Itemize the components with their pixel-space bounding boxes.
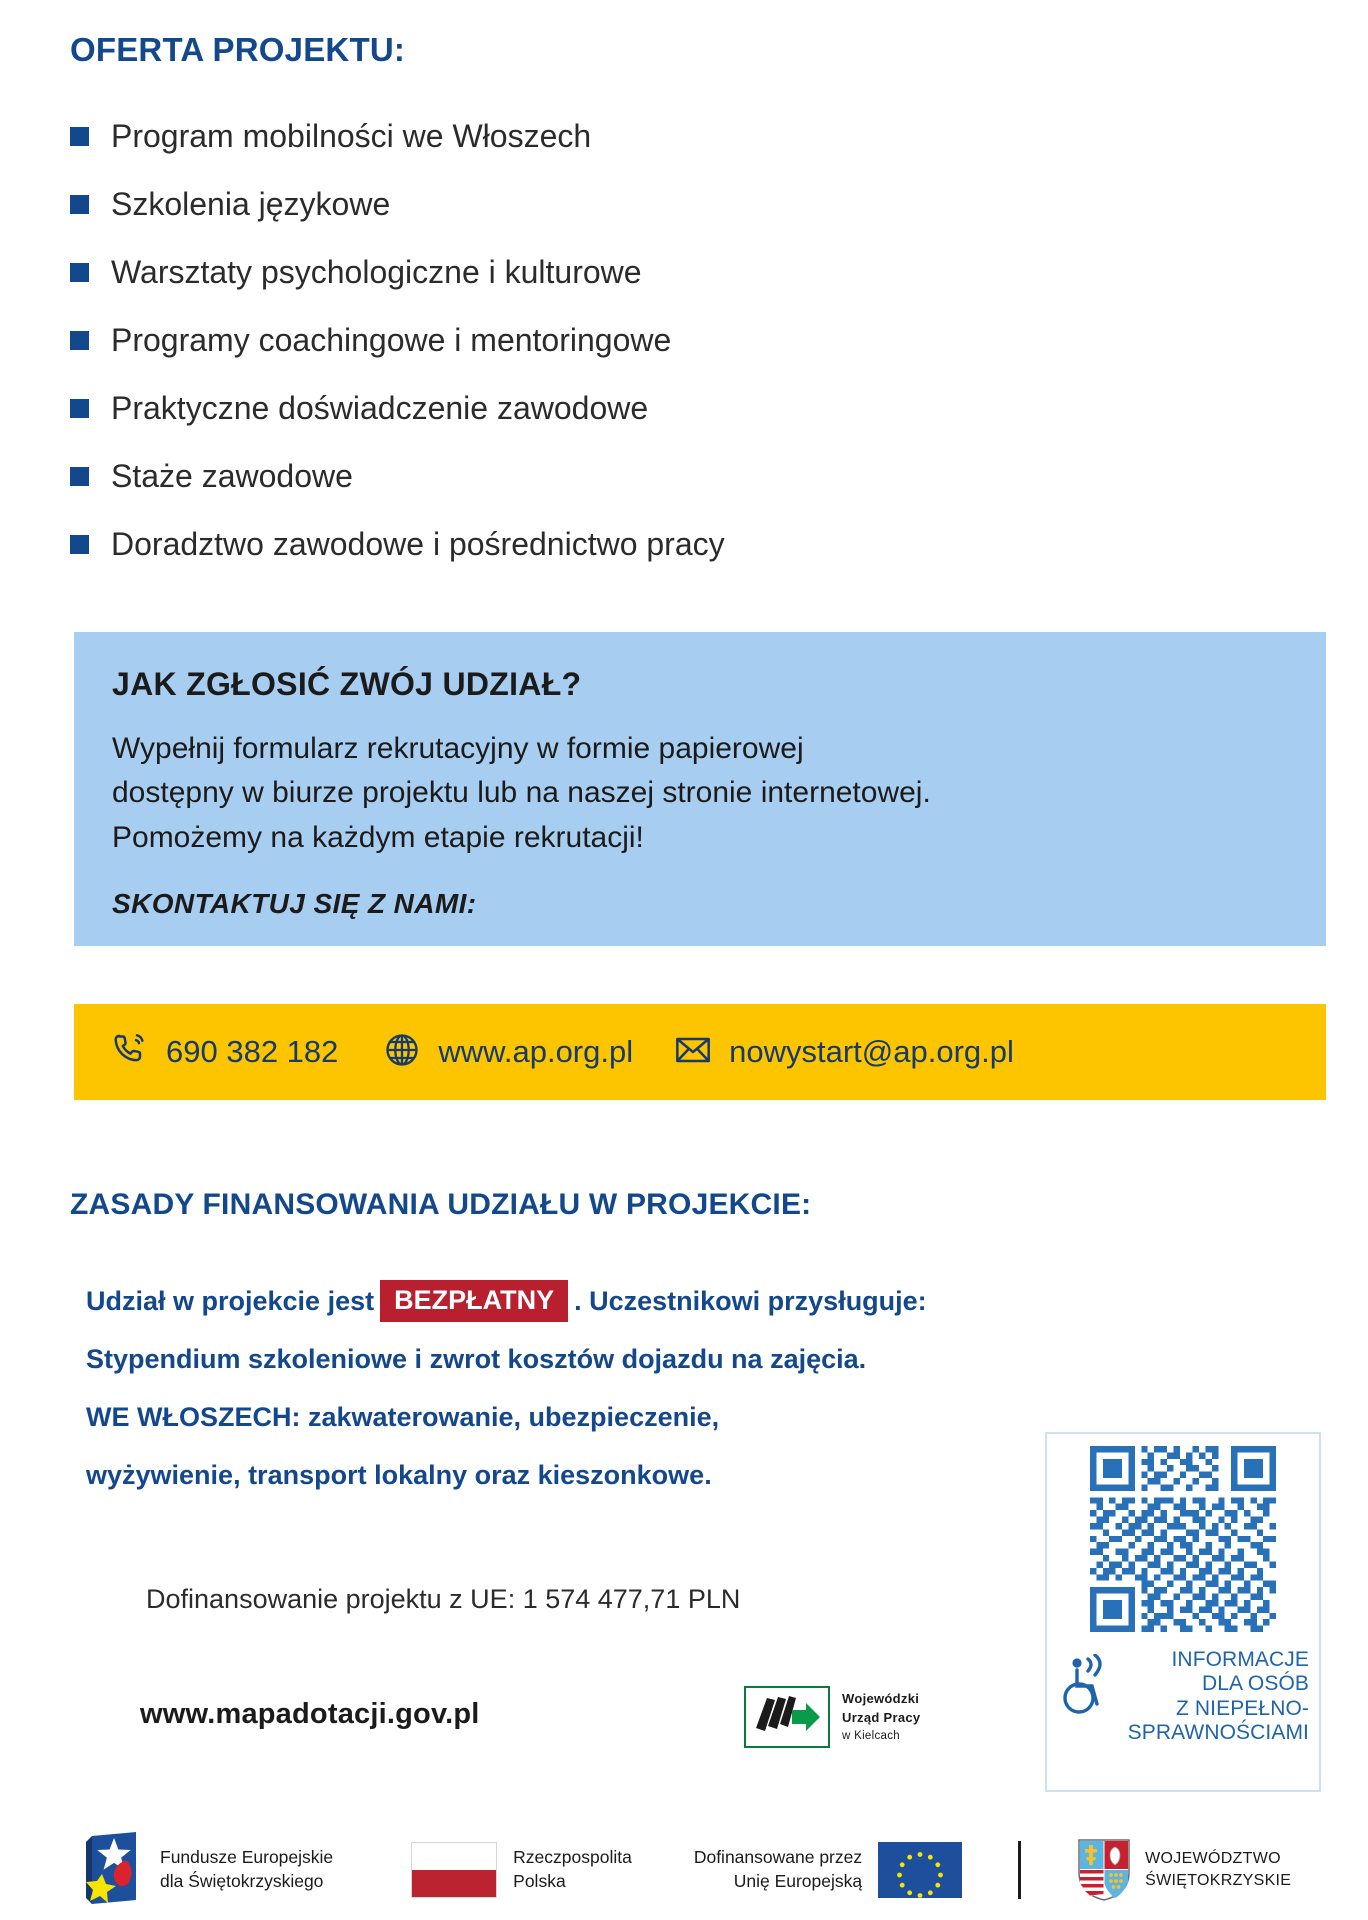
mapadotacji-link[interactable]: www.mapadotacji.gov.pl xyxy=(140,1698,480,1730)
status-badge: BEZPŁATNY xyxy=(380,1280,568,1322)
wojewodztwo-label xyxy=(1145,1848,1291,1893)
flag-red-band xyxy=(412,1870,496,1897)
swietokrzyskie-coat-of-arms-icon xyxy=(1077,1838,1131,1902)
rules-line-1 xyxy=(86,1272,1096,1330)
fundusze-europejskie-logo xyxy=(86,1832,333,1909)
signup-heading: JAK ZGŁOSIĆ ZWÓJ UDZIAŁ? xyxy=(112,666,582,702)
rules-line-1-before: Udział w projekcie jest xyxy=(86,1285,375,1316)
eu-funding-label xyxy=(694,1846,862,1893)
contact-phone[interactable] xyxy=(110,1030,338,1075)
footer-divider xyxy=(1018,1841,1021,1899)
rzeczpospolita-polska-logo xyxy=(411,1842,632,1898)
european-union-logo xyxy=(694,1842,962,1898)
bullet-square-icon xyxy=(70,467,89,486)
offer-item-label: Programy coachingowe i mentoringowe xyxy=(111,321,672,358)
accessibility-qr-panel xyxy=(1045,1432,1321,1792)
list-item xyxy=(70,238,1300,306)
fundusze-europejskie-icon xyxy=(86,1832,144,1909)
accessibility-text xyxy=(1117,1648,1309,1745)
access-line-3: Z NIEPEŁNO- xyxy=(1176,1696,1309,1720)
bullet-square-icon xyxy=(70,535,89,554)
offer-item-label: Szkolenia językowe xyxy=(111,185,391,222)
footer-logo-strip xyxy=(0,1820,1368,1920)
signup-contact-label: SKONTAKTUJ SIĘ Z NAMI: xyxy=(112,888,477,920)
offer-item-label: Warsztaty psychologiczne i kulturowe xyxy=(111,253,642,290)
rules-line-3: WE WŁOSZECH: zakwaterowanie, ubezpieczenie, xyxy=(86,1401,720,1432)
rules-body xyxy=(86,1272,1096,1504)
list-item xyxy=(70,442,1300,510)
wup-mark-icon xyxy=(744,1686,830,1748)
fe-line-2: dla Świętokrzyskiego xyxy=(160,1871,324,1891)
rules-line-1-after: . Uczestnikowi przysługuje: xyxy=(574,1285,927,1316)
accessibility-info xyxy=(1047,1648,1319,1745)
access-line-4: SPRAWNOŚCIAMI xyxy=(1127,1721,1309,1745)
list-item xyxy=(70,306,1300,374)
signup-line-1: Wypełnij formularz rekrutacyjny w formie papierowej xyxy=(112,732,804,765)
offer-item-label: Doradztwo zawodowe i pośrednictwo pracy xyxy=(111,525,725,562)
rules-line-2: Stypendium szkoleniowe i zwrot kosztów dojazdu na zajęcia. xyxy=(86,1343,867,1374)
website-url: www.ap.org.pl xyxy=(438,1034,634,1069)
signup-line-2: dostępny w biurze projektu lub na naszej stronie internetowej. xyxy=(112,776,931,810)
bullet-square-icon xyxy=(70,127,89,146)
eu-line-2: Unię Europejską xyxy=(733,1871,863,1891)
fe-line-1: Fundusze Europejskie xyxy=(160,1847,334,1868)
fundusze-europejskie-label xyxy=(160,1846,333,1893)
offer-list xyxy=(70,102,1300,578)
contact-email[interactable] xyxy=(673,1030,1014,1075)
bullet-square-icon xyxy=(70,399,89,418)
eu-line-1: Dofinansowane przez xyxy=(693,1847,863,1868)
rp-line-2: Polska xyxy=(513,1871,566,1891)
email-address: nowystart@ap.org.pl xyxy=(729,1034,1014,1069)
list-item xyxy=(70,374,1300,442)
bullet-square-icon xyxy=(70,331,89,350)
offer-item-label: Staże zawodowe xyxy=(111,457,353,494)
phone-icon xyxy=(110,1030,150,1075)
wup-line-2: Urząd Pracy xyxy=(842,1709,921,1725)
list-item xyxy=(70,170,1300,238)
wojewodztwo-swietokrzyskie-logo xyxy=(1077,1838,1291,1902)
bullet-square-icon xyxy=(70,263,89,282)
envelope-icon xyxy=(673,1030,713,1075)
contact-website[interactable] xyxy=(382,1030,633,1075)
wheelchair-accessibility-icon xyxy=(1061,1654,1117,1721)
signup-line-3: Pomożemy na każdym etapie rekrutacji! xyxy=(112,820,644,854)
wup-kielce-logo xyxy=(744,1686,920,1748)
poland-flag-icon xyxy=(411,1842,497,1898)
rp-line-1: Rzeczpospolita xyxy=(513,1847,632,1868)
access-line-2: DLA OSÓB xyxy=(1201,1672,1309,1696)
rules-title: ZASADY FINANSOWANIA UDZIAŁU W PROJEKCIE: xyxy=(70,1188,812,1221)
offer-item-label: Program mobilności we Włoszech xyxy=(111,117,592,154)
offer-item-label: Praktyczne doświadczenie zawodowe xyxy=(111,389,649,426)
list-item xyxy=(70,510,1300,578)
phone-number: 690 382 182 xyxy=(166,1034,339,1069)
rzeczpospolita-label xyxy=(513,1846,632,1893)
contact-bar xyxy=(74,1004,1326,1100)
woj-line-1: WOJEWÓDZTWO xyxy=(1145,1849,1281,1867)
wup-line-1: Wojewódzki xyxy=(842,1690,920,1706)
eu-flag-icon xyxy=(878,1842,962,1898)
wup-logo-text xyxy=(842,1690,920,1744)
woj-line-2: ŚWIĘTOKRZYSKIE xyxy=(1145,1872,1292,1889)
flag-white-band xyxy=(412,1843,496,1870)
list-item xyxy=(70,102,1300,170)
offer-title: OFERTA PROJEKTU: xyxy=(70,31,406,68)
signup-info-box xyxy=(74,632,1326,946)
funding-amount-text: Dofinansowanie projektu z UE: 1 574 477,71 PLN xyxy=(146,1584,741,1614)
access-line-1: INFORMACJE xyxy=(1171,1648,1309,1671)
qr-code-image[interactable] xyxy=(1090,1446,1276,1632)
globe-icon xyxy=(382,1030,422,1075)
bullet-square-icon xyxy=(70,195,89,214)
rules-line-4: wyżywienie, transport lokalny oraz kieszonkowe. xyxy=(86,1459,712,1490)
wup-line-3: w Kielcach xyxy=(842,1729,900,1742)
offer-section xyxy=(70,32,1300,578)
